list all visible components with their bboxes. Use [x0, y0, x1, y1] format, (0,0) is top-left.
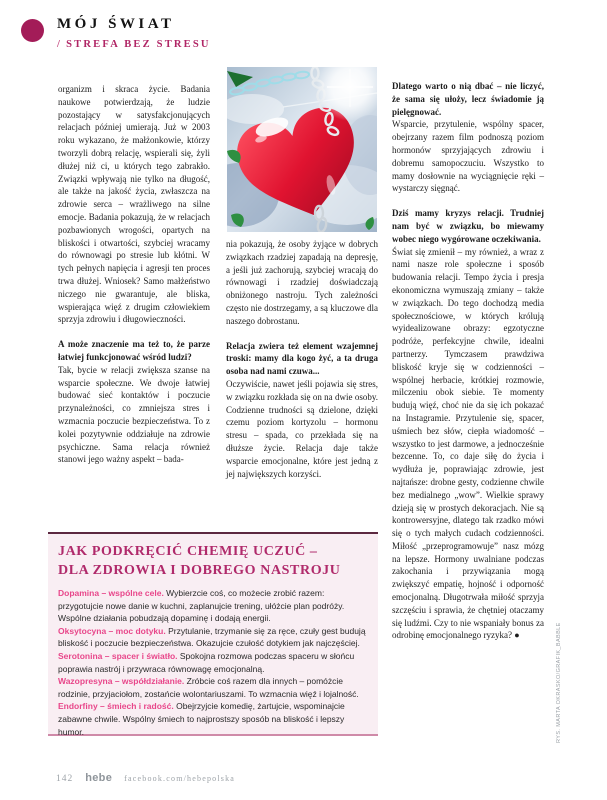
- subsection-title: [57, 39, 211, 50]
- interview-question: A może znaczenie ma też to, że parze łatwiej funkcjonować wśród ludzi?: [58, 339, 210, 362]
- tips-item-text: Wybierzcie coś, co możecie zrobić razem: przygotujcie nowe danie w kuchni, zaplanujcie trening, ułóżcie plan podróży. Wspólne działania pobudzają dopaminę i dodają energii.: [58, 588, 345, 624]
- tips-item-serotonina: [58, 650, 370, 675]
- tips-item-text: Obejrzyjcie komedię, żartujcie, wspominajcie zabawne chwile. Wspólny śmiech to najprostszy sposób na bliskość i lepszy humor.: [58, 701, 345, 737]
- paragraph: Tak, bycie w relacji zwiększa szanse na wsparcie społeczne. We dwoje łatwiej budować sieć kontaktów i poczucie przynależności, co zmniejsza stres i wzmacnia poczucie bezpieczeństwa. To z kolei pozytywnie oddziałuje na zdrowie psychiczne. Sama relacja również stanowi jego ważny aspekt – bada-: [58, 364, 210, 465]
- tips-item-label: Endorfiny – śmiech i radość.: [58, 701, 174, 712]
- tips-box-title: [58, 543, 370, 580]
- tips-item-label: Dopamina – wspólne cele.: [58, 588, 164, 598]
- article-column-2: [226, 238, 378, 480]
- paragraph: Oczywiście, nawet jeśli pojawia się stres, w związku rozkłada się on na dwie osoby. Codzienne trudności są dzielone, dzięki czemu poziom kortyzolu – hormonu stresu – spada, co przekłada się na dłuższe życie. Relacja daje także wsparcie emocjonalne, które jest jedną z jej największych korzyści.: [226, 378, 378, 479]
- subsection-label: STREFA BEZ STRESU: [66, 39, 211, 50]
- tips-item-dopamina: [58, 587, 370, 625]
- tips-box: [48, 532, 378, 736]
- heart-illustration: [227, 67, 377, 232]
- section-dot-icon: [21, 19, 44, 42]
- tips-item-endorfiny: [58, 700, 370, 738]
- illustration-credit: RYS. MARTA OKRASKO/GRAFIK_BABBLE: [556, 622, 562, 743]
- article-column-1: [58, 83, 210, 466]
- tips-item-text: Zróbcie coś razem dla innych – pomóżcie rodzinie, przyjaciołom, zostańcie wolontariuszami. To wzmacnia więź i lojalność.: [58, 676, 359, 699]
- tips-item-oksytocyna: [58, 625, 370, 650]
- tips-box-title-line1: JAK PODKRĘCIĆ CHEMIĘ UCZUĆ –: [58, 544, 318, 559]
- tips-box-title-line2: DLA ZDROWIA I DOBREGO NASTROJU: [58, 562, 341, 578]
- page-number: 142: [56, 774, 74, 784]
- paragraph: Wsparcie, przytulenie, wspólny spacer, obejrzany razem film podnoszą poziom hormonów sprzyjających zdrowiu i dobremu samopoczuciu. Wszystko to mamy dosłownie na wyciągnięcie ręki – wystarczy sięgnąć.: [392, 119, 544, 194]
- section-title: MÓJ ŚWIAT: [57, 16, 175, 32]
- interview-question: Relacja zwiera też element wzajemnej troski: mamy dla kogo żyć, a ta druga osoba nad nami czuwa...: [226, 340, 378, 377]
- tips-item-label: Oksytocyna – moc dotyku.: [58, 625, 166, 636]
- tips-item-label: Serotonina – spacer i światło.: [58, 650, 178, 661]
- article-column-3: [392, 80, 544, 642]
- interview-question: Dlatego warto o nią dbać – nie liczyć, że sama się ułoży, lecz świadomie ją pielęgnować.: [392, 81, 544, 117]
- tips-item-wazopresyna: [58, 675, 370, 700]
- heart-chain-image: [227, 67, 377, 232]
- paragraph: Świat się zmienił – my również, a wraz z nami nasze role społeczne i sposób budowania relacji. Tempo życia i presja ekonomiczna wymuszają zmiany – także w związkach. Do tego dochodzą media społecznościowe, w których królują wyidealizowane obrazy: egzotyczne podróże, perfekcyjne chwile, idealni partnerzy. Tymczasem prawdziwa bliskość kryje się w codzienności – wspólnej herbacie, krótkiej rozmowie, milczeniu obok siebie. Te momenty budują więź, choć nie da się ich pokazać na Instagramie. Przytulenie się, spacer, uśmiech bez słów, ciepła wiadomość – wszystko to jest darmowe, a jednocześnie bezcenne. To, co daje siłę do życia i wydłuża je, poprawiając zdrowie, jest najtańsze: drobne gesty, codzienne chwile bez medialnego „wow”. Wielkie sprawy dzieją się w prostych dekoracjach. Nie są kontrowersyjne, dlatego tak rzadko mówi się o tych małych cudach codzienności. Miłość „przeprogramowuje” nasz mózg na lepsze. Hormony uwalniane podczas zakochania i przywiązania mogą zwiększyć empatię, hojność i odporność emocjonalną. Długotrwała miłość sprzyja szczęściu i sprawia, że chętniej otaczamy się ludźmi. Czy to nie wspaniały bonus za odrobinę emocjonalnego ryzyka? ●: [392, 246, 544, 641]
- page-footer: [56, 772, 235, 784]
- facebook-url: facebook.com/hebepolska: [124, 774, 236, 783]
- paragraph: organizm i skraca życie. Badania naukowe potwierdzają, że ludzie pozostający w satysfakcjonujących relacjach później umierają. Już w 2003 roku wykazano, że małżonkowie, którzy tworzyli dobrą relację, wspierali się, żyli dłużej niż ci, u których tego zabrakło. Związki wpływają nie tylko na długość, ale także na jakość życia, zwłaszcza na zdrowie serca – wrażliwego na silne emocje. Badania pokazują, że w relacjach pozbawionych wrogości, opartych na bliskości i otwartości, szybciej wracamy do równowagi po stresie lub kłótni. W tych pełnych napięcia i agresji ten proces trwa dłużej. Wniosek? Samo małżeństwo niczego nie gwarantuje, ale bliska, wspierająca więź z drugim człowiekiem sprzyja zdrowiu i długowieczności.: [58, 84, 210, 325]
- hebe-logo: hebe: [85, 772, 113, 784]
- tips-item-label: Wazopresyna – współdziałanie.: [58, 676, 185, 687]
- subsection-slash: /: [57, 39, 63, 50]
- paragraph: nia pokazują, że osoby żyjące w dobrych związkach rzadziej zapadają na depresję, a jeśli już zachorują, szybciej wracają do równowagi i rzadziej doświadczają obniżonego nastroju. Tych zależności często nie dostrzegamy, a są kluczowe dla naszego dobrostanu.: [226, 239, 378, 326]
- interview-question: Dziś mamy kryzys relacji. Trudniej nam być w związku, bo miewamy wobec niego wygórowane oczekiwania.: [392, 208, 544, 244]
- tips-item-text: Spokojna rozmowa podczas spaceru w słońcu poprawia nastrój i przywraca równowagę emocjonalną.: [58, 650, 355, 674]
- tips-item-text: Przytulanie, trzymanie się za ręce, czuły gest budują bliskość i poczucie bezpieczeństwa. Okazujcie czułość dotykiem jak najczęściej.: [58, 625, 366, 649]
